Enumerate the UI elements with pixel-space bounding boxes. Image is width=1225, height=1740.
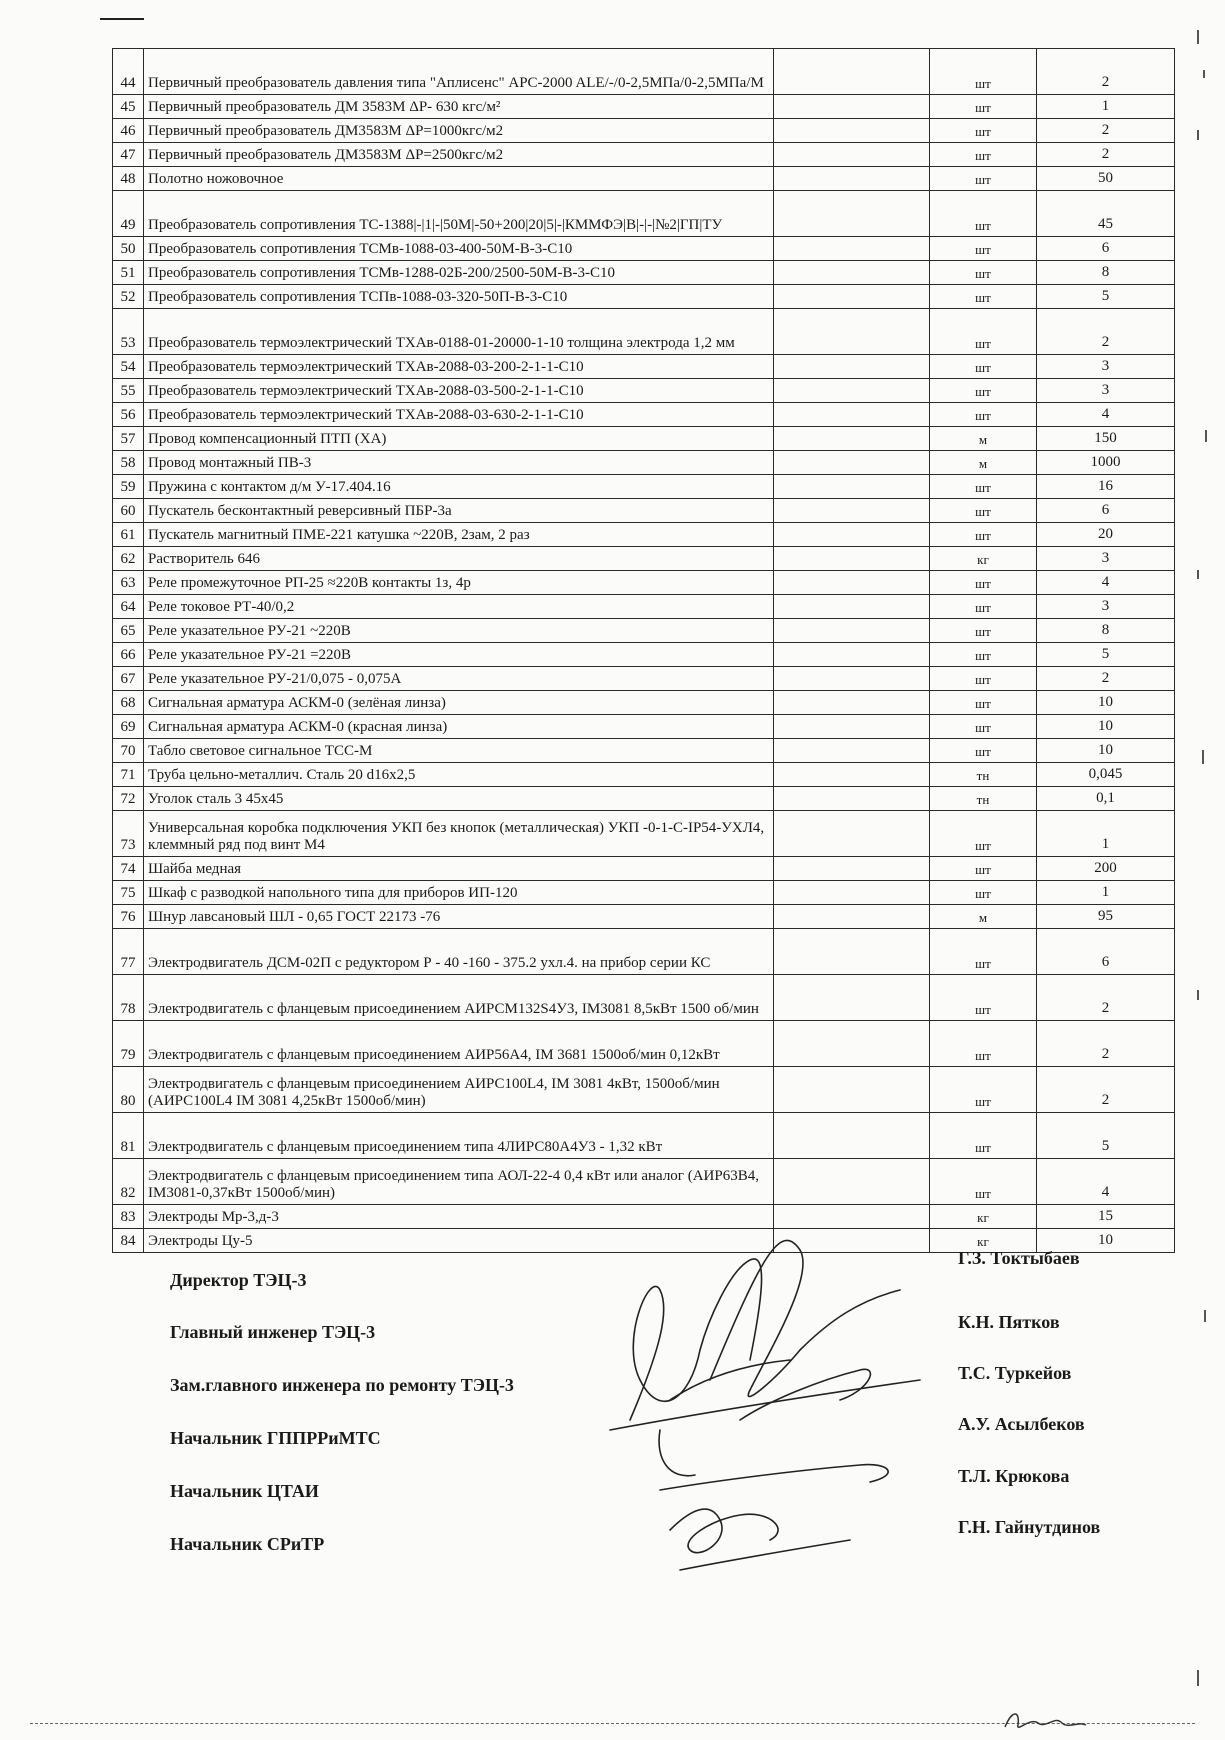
table-row [113, 95, 1175, 119]
item-name: Уголок сталь 3 45х45 [144, 787, 774, 811]
row-number: 82 [113, 1159, 144, 1205]
item-name: Электродвигатель с фланцевым присоединением типа АОЛ-22-4 0,4 кВт или аналог (АИР63В4, IM3081-0,37кВт 1500об/мин) [144, 1159, 774, 1205]
item-unit: м [930, 905, 1037, 929]
table-row [113, 787, 1175, 811]
empty-cell [774, 379, 930, 403]
table-row [113, 1159, 1175, 1205]
empty-cell [774, 119, 930, 143]
item-unit: шт [930, 1159, 1037, 1205]
item-unit: шт [930, 811, 1037, 857]
empty-cell [774, 237, 930, 261]
item-name: Электродвигатель с фланцевым присоединением АИРСМ132S4У3, IM3081 8,5кВт 1500 об/мин [144, 975, 774, 1021]
empty-cell [774, 1205, 930, 1229]
item-unit: шт [930, 523, 1037, 547]
empty-cell [774, 143, 930, 167]
empty-cell [774, 643, 930, 667]
row-number: 72 [113, 787, 144, 811]
row-number: 71 [113, 763, 144, 787]
item-quantity: 2 [1037, 143, 1175, 167]
row-number: 83 [113, 1205, 144, 1229]
item-name: Первичный преобразователь ДМ3583М ΔР=1000кгс/м2 [144, 119, 774, 143]
table-row [113, 285, 1175, 309]
item-name: Преобразователь термоэлектрический ТХАв-2088-03-500-2-1-1-С10 [144, 379, 774, 403]
signatory-name: Т.Л. Крюкова [958, 1466, 1070, 1486]
empty-cell [774, 811, 930, 857]
table-row [113, 309, 1175, 355]
item-quantity: 5 [1037, 643, 1175, 667]
table-row [113, 667, 1175, 691]
item-quantity: 4 [1037, 403, 1175, 427]
item-unit: шт [930, 285, 1037, 309]
row-number: 67 [113, 667, 144, 691]
item-quantity: 8 [1037, 619, 1175, 643]
item-unit: шт [930, 929, 1037, 975]
table-row [113, 1021, 1175, 1067]
empty-cell [774, 691, 930, 715]
item-unit: шт [930, 691, 1037, 715]
table-row [113, 857, 1175, 881]
table-row [113, 929, 1175, 975]
row-number: 75 [113, 881, 144, 905]
item-unit: шт [930, 715, 1037, 739]
item-unit: шт [930, 95, 1037, 119]
item-name: Первичный преобразователь ДМ3583М ΔР=2500кгс/м2 [144, 143, 774, 167]
empty-cell [774, 975, 930, 1021]
item-name: Электроды Мр-3,д-3 [144, 1205, 774, 1229]
item-unit: шт [930, 881, 1037, 905]
item-name: Полотно ножовочное [144, 167, 774, 191]
item-quantity: 4 [1037, 571, 1175, 595]
row-number: 78 [113, 975, 144, 1021]
empty-cell [774, 571, 930, 595]
row-number: 51 [113, 261, 144, 285]
row-number: 80 [113, 1067, 144, 1113]
empty-cell [774, 857, 930, 881]
item-quantity: 10 [1037, 715, 1175, 739]
empty-cell [774, 1067, 930, 1113]
item-name: Электродвигатель с фланцевым присоединением АИР56А4, IM 3681 1500об/мин 0,12кВт [144, 1021, 774, 1067]
table-row [113, 1205, 1175, 1229]
item-unit: шт [930, 1021, 1037, 1067]
empty-cell [774, 667, 930, 691]
item-name: Электродвигатель с фланцевым присоединением АИРС100L4, IM 3081 4кВт, 1500об/мин (АИРС100L4 IM 3081 4,25кВт 1500об/мин) [144, 1067, 774, 1113]
empty-cell [774, 355, 930, 379]
item-quantity: 15 [1037, 1205, 1175, 1229]
empty-cell [774, 475, 930, 499]
empty-cell [774, 1021, 930, 1067]
empty-cell [774, 547, 930, 571]
item-name: Шкаф с разводкой напольного типа для приборов ИП-120 [144, 881, 774, 905]
scan-mark [100, 18, 144, 20]
table-row [113, 49, 1175, 95]
row-number: 61 [113, 523, 144, 547]
item-name: Универсальная коробка подключения УКП без кнопок (металлическая) УКП -0-1-С-IP54-УХЛ4, клеммный ряд под винт М4 [144, 811, 774, 857]
item-name: Преобразователь сопротивления ТСМв-1088-03-400-50М-В-3-С10 [144, 237, 774, 261]
row-number: 84 [113, 1229, 144, 1253]
item-unit: шт [930, 1113, 1037, 1159]
item-quantity: 20 [1037, 523, 1175, 547]
item-unit: шт [930, 975, 1037, 1021]
item-quantity: 1 [1037, 95, 1175, 119]
item-unit: кг [930, 1229, 1037, 1253]
row-number: 47 [113, 143, 144, 167]
item-name: Труба цельно-металлич. Сталь 20 d16х2,5 [144, 763, 774, 787]
row-number: 57 [113, 427, 144, 451]
item-unit: шт [930, 403, 1037, 427]
item-name: Шайба медная [144, 857, 774, 881]
item-name: Провод монтажный ПВ-3 [144, 451, 774, 475]
table-row [113, 523, 1175, 547]
signatory-name: Г.Н. Гайнутдинов [958, 1517, 1101, 1537]
item-name: Преобразователь термоэлектрический ТХАв-0188-01-20000-1-10 толщина электрода 1,2 мм [144, 309, 774, 355]
item-name: Провод компенсационный ПТП (ХА) [144, 427, 774, 451]
item-name: Сигнальная арматура АСКМ-0 (красная линза) [144, 715, 774, 739]
row-number: 64 [113, 595, 144, 619]
signatory-row [170, 1517, 1130, 1564]
item-name: Пружина с контактом д/м У-17.404.16 [144, 475, 774, 499]
row-number: 65 [113, 619, 144, 643]
empty-cell [774, 167, 930, 191]
item-quantity: 6 [1037, 237, 1175, 261]
item-unit: шт [930, 643, 1037, 667]
item-name: Преобразователь сопротивления ТСМв-1288-02Б-200/2500-50М-В-3-С10 [144, 261, 774, 285]
table-row [113, 975, 1175, 1021]
row-number: 44 [113, 49, 144, 95]
item-quantity: 0,045 [1037, 763, 1175, 787]
table-row [113, 571, 1175, 595]
item-unit: шт [930, 499, 1037, 523]
row-number: 53 [113, 309, 144, 355]
row-number: 55 [113, 379, 144, 403]
item-unit: шт [930, 237, 1037, 261]
item-name: Пускатель бесконтактный реверсивный ПБР-3а [144, 499, 774, 523]
item-quantity: 10 [1037, 691, 1175, 715]
empty-cell [774, 403, 930, 427]
item-unit: шт [930, 191, 1037, 237]
table-row [113, 475, 1175, 499]
empty-cell [774, 309, 930, 355]
empty-cell [774, 595, 930, 619]
item-name: Преобразователь термоэлектрический ТХАв-2088-03-200-2-1-1-С10 [144, 355, 774, 379]
item-name: Реле указательное РУ-21 ~220В [144, 619, 774, 643]
item-unit: шт [930, 857, 1037, 881]
signatory-row [170, 1414, 1130, 1458]
item-quantity: 10 [1037, 739, 1175, 763]
item-name: Пускатель магнитный ПМЕ-221 катушка ~220В, 2зам, 2 раз [144, 523, 774, 547]
item-unit: м [930, 451, 1037, 475]
table-row [113, 691, 1175, 715]
row-number: 68 [113, 691, 144, 715]
signatory-title: Начальник ЦТАИ [170, 1481, 319, 1501]
row-number: 62 [113, 547, 144, 571]
row-number: 76 [113, 905, 144, 929]
signatory-row [170, 1312, 1130, 1352]
item-unit: шт [930, 143, 1037, 167]
items-table-body [113, 49, 1175, 1253]
item-quantity: 95 [1037, 905, 1175, 929]
item-unit: шт [930, 595, 1037, 619]
item-name: Преобразователь сопротивления ТСПв-1088-03-320-50П-В-3-С10 [144, 285, 774, 309]
row-number: 60 [113, 499, 144, 523]
item-unit: шт [930, 167, 1037, 191]
item-name: Электродвигатель ДСМ-02П с редуктором Р - 40 -160 - 375.2 ухл.4. на прибор серии КС [144, 929, 774, 975]
item-quantity: 1000 [1037, 451, 1175, 475]
item-unit: шт [930, 475, 1037, 499]
item-name: Реле промежуточное РП-25 ≈220В контакты 1з, 4р [144, 571, 774, 595]
table-row [113, 237, 1175, 261]
empty-cell [774, 191, 930, 237]
row-number: 79 [113, 1021, 144, 1067]
table-row [113, 643, 1175, 667]
row-number: 74 [113, 857, 144, 881]
item-quantity: 3 [1037, 547, 1175, 571]
item-unit: шт [930, 261, 1037, 285]
empty-cell [774, 905, 930, 929]
item-unit: кг [930, 1205, 1037, 1229]
table-row [113, 143, 1175, 167]
table-row [113, 191, 1175, 237]
empty-cell [774, 763, 930, 787]
row-number: 49 [113, 191, 144, 237]
item-name: Электроды Цу-5 [144, 1229, 774, 1253]
table-row [113, 355, 1175, 379]
row-number: 73 [113, 811, 144, 857]
item-quantity: 6 [1037, 929, 1175, 975]
table-row [113, 379, 1175, 403]
item-name: Реле указательное РУ-21 =220В [144, 643, 774, 667]
row-number: 70 [113, 739, 144, 763]
empty-cell [774, 451, 930, 475]
scan-specks [1197, 10, 1221, 1710]
item-unit: тн [930, 763, 1037, 787]
item-unit: шт [930, 49, 1037, 95]
item-quantity: 2 [1037, 1067, 1175, 1113]
row-number: 59 [113, 475, 144, 499]
row-number: 77 [113, 929, 144, 975]
item-quantity: 2 [1037, 667, 1175, 691]
row-number: 54 [113, 355, 144, 379]
empty-cell [774, 619, 930, 643]
empty-cell [774, 881, 930, 905]
item-unit: шт [930, 1067, 1037, 1113]
table-row [113, 881, 1175, 905]
signatory-row [170, 1248, 1130, 1300]
item-name: Реле токовое РТ-40/0,2 [144, 595, 774, 619]
item-unit: шт [930, 119, 1037, 143]
empty-cell [774, 1159, 930, 1205]
signatory-name: Т.С. Туркейов [958, 1363, 1072, 1383]
signatory-title: Начальник СРиТР [170, 1534, 325, 1554]
item-quantity: 2 [1037, 1021, 1175, 1067]
item-name: Табло световое сигнальное ТСС-М [144, 739, 774, 763]
signatory-name: А.У. Асылбеков [958, 1414, 1085, 1434]
row-number: 81 [113, 1113, 144, 1159]
item-name: Сигнальная арматура АСКМ-0 (зелёная линза) [144, 691, 774, 715]
item-unit: шт [930, 309, 1037, 355]
table-row [113, 261, 1175, 285]
empty-cell [774, 49, 930, 95]
table-row [113, 403, 1175, 427]
item-unit: шт [930, 379, 1037, 403]
item-quantity: 45 [1037, 191, 1175, 237]
table-row [113, 739, 1175, 763]
table-row [113, 1067, 1175, 1113]
empty-cell [774, 929, 930, 975]
empty-cell [774, 261, 930, 285]
item-name: Первичный преобразователь ДМ 3583М ΔР- 630 кгс/м² [144, 95, 774, 119]
row-number: 69 [113, 715, 144, 739]
row-number: 58 [113, 451, 144, 475]
table-row [113, 763, 1175, 787]
empty-cell [774, 1113, 930, 1159]
item-quantity: 3 [1037, 355, 1175, 379]
empty-cell [774, 715, 930, 739]
signatory-row [170, 1466, 1130, 1511]
signatory-title: Директор ТЭЦ-3 [170, 1270, 307, 1290]
row-number: 52 [113, 285, 144, 309]
item-quantity: 10 [1037, 1229, 1175, 1253]
table-row [113, 811, 1175, 857]
item-quantity: 4 [1037, 1159, 1175, 1205]
table-row [113, 905, 1175, 929]
item-name: Преобразователь термоэлектрический ТХАв-2088-03-630-2-1-1-С10 [144, 403, 774, 427]
item-quantity: 200 [1037, 857, 1175, 881]
item-quantity: 150 [1037, 427, 1175, 451]
row-number: 63 [113, 571, 144, 595]
empty-cell [774, 499, 930, 523]
item-name: Преобразователь сопротивления ТС-1388|-|1|-|50М|-50+200|20|5|-|КММФЭ|В|-|-|№2|ГП|ТУ [144, 191, 774, 237]
item-unit: шт [930, 739, 1037, 763]
table-row [113, 1113, 1175, 1159]
item-name: Реле указательное РУ-21/0,075 - 0,075А [144, 667, 774, 691]
item-name: Электродвигатель с фланцевым присоединением типа 4ЛИРС80А4У3 - 1,32 кВт [144, 1113, 774, 1159]
empty-cell [774, 95, 930, 119]
signatory-name: Г.З. Токтыбаев [958, 1248, 1080, 1268]
item-name: Шнур лавсановый ШЛ - 0,65 ГОСТ 22173 -76 [144, 905, 774, 929]
item-quantity: 2 [1037, 309, 1175, 355]
item-quantity: 3 [1037, 379, 1175, 403]
item-unit: тн [930, 787, 1037, 811]
empty-cell [774, 523, 930, 547]
table-row [113, 595, 1175, 619]
table-row [113, 715, 1175, 739]
empty-cell [774, 787, 930, 811]
table-row [113, 547, 1175, 571]
row-number: 50 [113, 237, 144, 261]
item-quantity: 3 [1037, 595, 1175, 619]
item-unit: шт [930, 571, 1037, 595]
item-quantity: 2 [1037, 119, 1175, 143]
item-quantity: 1 [1037, 881, 1175, 905]
signatory-title: Главный инженер ТЭЦ-3 [170, 1322, 376, 1342]
item-unit: м [930, 427, 1037, 451]
item-unit: шт [930, 355, 1037, 379]
item-quantity: 8 [1037, 261, 1175, 285]
items-table [112, 48, 1175, 1253]
empty-cell [774, 285, 930, 309]
item-unit: шт [930, 619, 1037, 643]
row-number: 56 [113, 403, 144, 427]
signatory-title: Начальник ГППРРиМТС [170, 1428, 381, 1448]
table-row [113, 619, 1175, 643]
signatories-block [170, 1248, 1130, 1580]
table-row [113, 119, 1175, 143]
table-row [113, 167, 1175, 191]
item-quantity: 0,1 [1037, 787, 1175, 811]
table-row [113, 451, 1175, 475]
signatory-row [170, 1363, 1130, 1405]
item-unit: шт [930, 667, 1037, 691]
signatory-name: К.Н. Пятков [958, 1312, 1060, 1332]
row-number: 66 [113, 643, 144, 667]
item-quantity: 2 [1037, 49, 1175, 95]
item-unit: кг [930, 547, 1037, 571]
item-quantity: 5 [1037, 1113, 1175, 1159]
item-name: Растворитель 646 [144, 547, 774, 571]
item-name: Первичный преобразователь давления типа "Аплисенс" APC-2000 ALE/-/0-2,5МПа/0-2,5МПа/М [144, 49, 774, 95]
item-quantity: 2 [1037, 975, 1175, 1021]
item-quantity: 1 [1037, 811, 1175, 857]
table-row [113, 427, 1175, 451]
signatory-title: Зам.главного инженера по ремонту ТЭЦ-3 [170, 1375, 514, 1395]
item-quantity: 50 [1037, 167, 1175, 191]
empty-cell [774, 427, 930, 451]
table-row [113, 499, 1175, 523]
item-quantity: 6 [1037, 499, 1175, 523]
page-initials-mark [1000, 1705, 1090, 1735]
item-quantity: 16 [1037, 475, 1175, 499]
item-quantity: 5 [1037, 285, 1175, 309]
row-number: 48 [113, 167, 144, 191]
row-number: 46 [113, 119, 144, 143]
empty-cell [774, 739, 930, 763]
row-number: 45 [113, 95, 144, 119]
